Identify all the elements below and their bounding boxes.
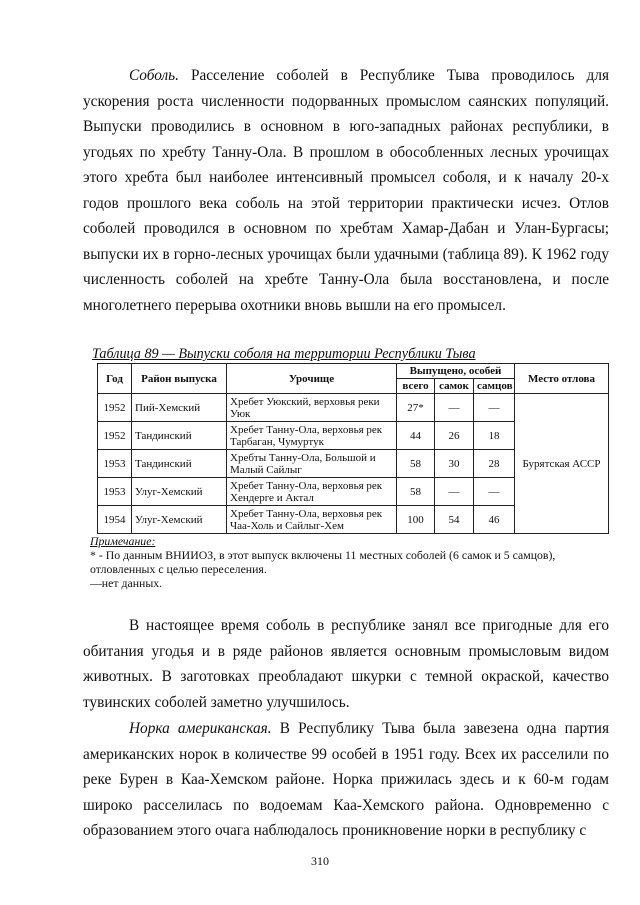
cell-total: 58 <box>397 450 435 478</box>
header-origin: Место отлова <box>515 364 609 394</box>
cell-males: 18 <box>474 422 515 450</box>
cell-total: 100 <box>397 506 435 534</box>
table-caption: Таблица 89 — Выпуски соболя на территории Республики Тыва <box>92 346 476 362</box>
cell-tract: Хребты Танну-Ола, Большой и Малый Сайлыг <box>227 450 397 478</box>
notes-title: Примечание: <box>90 534 156 548</box>
paragraph-body-mink: В Республику Тыва была завезена одна партия американских норок в количестве 99 особей в 1951 году. Всех их расселили по реке Бурен в Каа-Хемском районе. Норка прижилась здесь и к 60-м годам широко расселилась по водоемам Каа-Хемского района. Одновременно с образованием этого очага наблюдалось проникновение норки в республику с <box>83 720 610 839</box>
cell-tract: Хребет Танну-Ола, верховья рек Чаа-Холь и Сайлыг-Хем <box>227 506 397 534</box>
paragraph-lead-sable: Соболь. <box>129 67 179 84</box>
note-footnote: * - По данным ВНИИОЗ, в этот выпуск включены 11 местных соболей (6 самок и 5 самцов), отловленных с целью переселения. <box>90 548 556 576</box>
cell-tract: Хребет Танну-Ола, верховья рек Тарбаган, Чумуртук <box>227 422 397 450</box>
paragraph-lead-mink: Норка американская. <box>129 720 272 737</box>
cell-district: Улуг-Хемский <box>132 506 227 534</box>
paragraph-sable <box>83 63 609 318</box>
header-released: Выпущено, особей <box>397 364 515 379</box>
cell-total: 27* <box>397 394 435 422</box>
cell-district: Тандинский <box>132 422 227 450</box>
cell-females: 30 <box>435 450 474 478</box>
cell-males: 28 <box>474 450 515 478</box>
cell-males: — <box>474 394 515 422</box>
cell-district: Улуг-Хемский <box>132 478 227 506</box>
cell-district: Тандинский <box>132 450 227 478</box>
paragraph-mink <box>83 716 609 844</box>
paragraph-body-sable: Расселение соболей в Республике Тыва проводилось для ускорения роста численности подорванных промыслом саянских популяций. Выпуски проводились в основном в юго-западных районах республики, в угодьях по хребту Танну-Ола. В прошлом в обособленных лесных урочищах этого хребта был наиболее интенсивный промысел соболя, и к началу 20-х годов прошлого века соболь на этой территории практически исчез. Отлов соболей проводился в основном по хребтам Хамар-Дабан и Улан-Бургасы; выпуски их в горно-лесных урочищах были удачными (таблица 89). К 1962 году численность соболей на хребте Танну-Ола была восстановлена, и после многолетнего перерыва охотники вновь вышли на его промысел. <box>83 67 609 314</box>
cell-total: 44 <box>397 422 435 450</box>
page-number: 310 <box>311 854 329 868</box>
header-year: Год <box>98 364 132 394</box>
cell-district: Пий-Хемский <box>132 394 227 422</box>
cell-females: 54 <box>435 506 474 534</box>
cell-year: 1954 <box>98 506 132 534</box>
cell-females: 26 <box>435 422 474 450</box>
cell-year: 1953 <box>98 450 132 478</box>
header-district: Район выпуска <box>132 364 227 394</box>
table-row <box>98 394 609 422</box>
cell-year: 1952 <box>98 422 132 450</box>
cell-tract: Хребет Уюкский, верховья реки Уюк <box>227 394 397 422</box>
cell-males: — <box>474 478 515 506</box>
cell-total: 58 <box>397 478 435 506</box>
note-no-data: —нет данных. <box>90 576 163 590</box>
header-females: самок <box>435 379 474 394</box>
header-males: самцов <box>474 379 515 394</box>
header-total: всего <box>397 379 435 394</box>
release-table <box>97 363 609 534</box>
cell-year: 1953 <box>98 478 132 506</box>
paragraph-current-status: В настоящее время соболь в республике занял все пригодные для его обитания угодья и в ряде районов является основным промысловым видом животных. В заготовках преобладают шкурки с темной окраской, качество тувинских соболей заметно улучшилось. <box>83 617 609 711</box>
cell-females: — <box>435 478 474 506</box>
cell-year: 1952 <box>98 394 132 422</box>
header-tract: Урочище <box>227 364 397 394</box>
cell-males: 46 <box>474 506 515 534</box>
table-notes <box>90 534 615 590</box>
cell-females: — <box>435 394 474 422</box>
cell-origin: Бурятская АССР <box>515 394 609 534</box>
cell-tract: Хребет Танну-Ола, верховья рек Хендерге и Актал <box>227 478 397 506</box>
